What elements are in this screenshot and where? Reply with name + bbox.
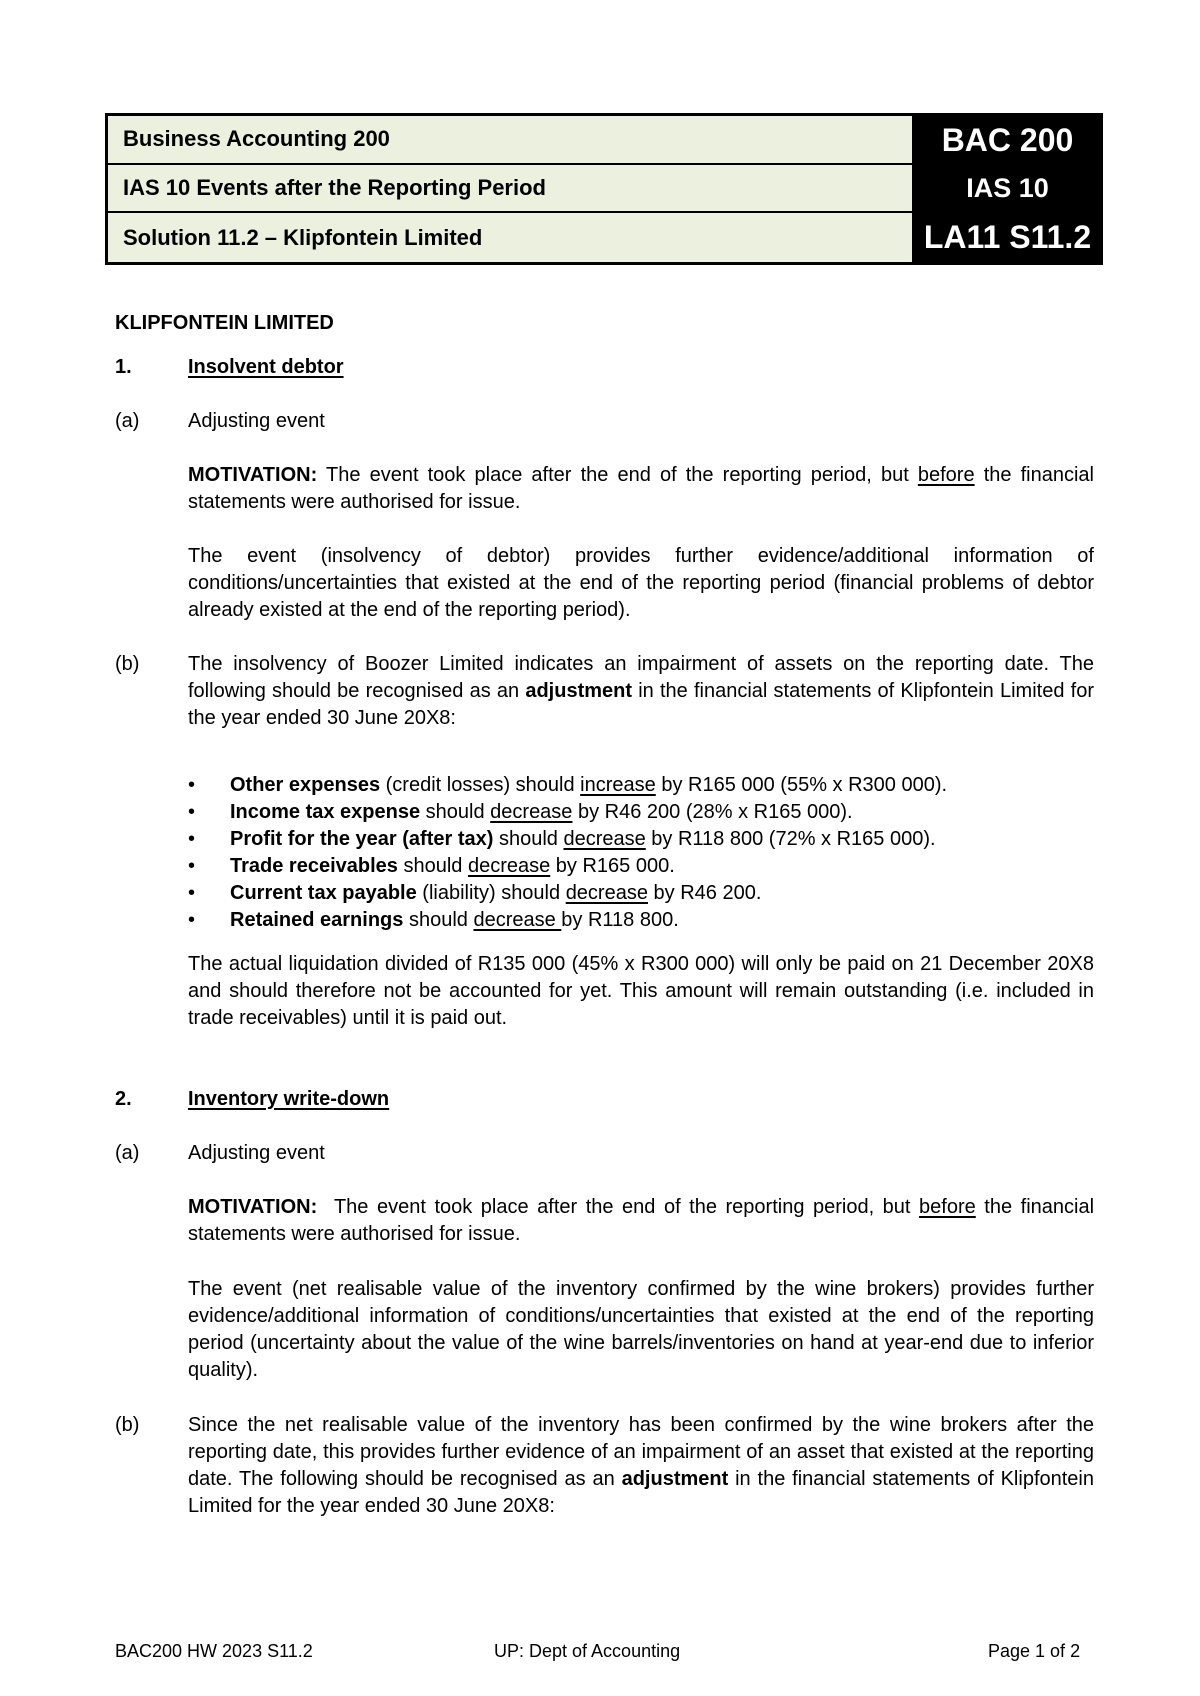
section-2-a-text: Adjusting event bbox=[188, 1142, 325, 1164]
section-1-motivation bbox=[188, 462, 1094, 516]
bullet-underline: decrease bbox=[467, 855, 551, 877]
b-text: Since the net realisable value of the inventory has been confirmed by the wine brokers after the reporting date, this provides further evidence of an impairment of an asset that existed at the reporting date. The following should be recognised as an bbox=[188, 1414, 1094, 1490]
bullet-underline: decrease bbox=[490, 801, 573, 823]
company-heading: KLIPFONTEIN LIMITED bbox=[115, 312, 334, 334]
list-item bbox=[230, 880, 1100, 907]
b-bold: adjustment bbox=[621, 1468, 729, 1490]
bullet-icon: • bbox=[188, 882, 196, 904]
section-1-number: 1. bbox=[115, 356, 132, 378]
bullet-text-end: by R165 000. bbox=[550, 855, 675, 877]
section-2-a-label: (a) bbox=[115, 1142, 140, 1164]
bullet-bold: Trade receivables bbox=[230, 855, 398, 877]
b-bold: adjustment bbox=[525, 680, 633, 702]
bullet-text-end: by R46 200 (28% x R165 000). bbox=[572, 801, 853, 823]
section-1-a-text: Adjusting event bbox=[188, 410, 325, 432]
footer-center: UP: Dept of Accounting bbox=[494, 1641, 681, 1661]
footer-left: BAC200 HW 2023 S11.2 bbox=[115, 1641, 313, 1661]
topic-title: IAS 10 Events after the Reporting Period bbox=[108, 165, 915, 214]
motivation-label: MOTIVATION: bbox=[188, 464, 318, 486]
section-1-a-label: (a) bbox=[115, 410, 140, 432]
course-code: BAC 200 bbox=[915, 116, 1100, 165]
header-table bbox=[105, 113, 1103, 265]
bullet-text-end: by R118 800 (72% x R165 000). bbox=[645, 828, 936, 850]
bullet-bold: Retained earnings bbox=[230, 909, 404, 931]
bullet-underline: decrease bbox=[565, 882, 648, 904]
bullet-text: (credit losses) should bbox=[380, 774, 581, 796]
section-1-title: Insolvent debtor bbox=[188, 356, 344, 378]
list-item bbox=[230, 907, 1100, 934]
bullet-bold: Current tax payable bbox=[230, 882, 417, 904]
section-2-title: Inventory write-down bbox=[188, 1088, 390, 1110]
motivation-text-end: the financial statements were authorised for issue. bbox=[188, 1196, 1095, 1245]
bullet-text-end: by R118 800. bbox=[561, 909, 679, 931]
solution-title: Solution 11.2 – Klipfontein Limited bbox=[108, 213, 915, 262]
list-item bbox=[230, 772, 1100, 799]
bullet-bold: Other expenses bbox=[230, 774, 381, 796]
bullet-text-end: by R46 200. bbox=[647, 882, 762, 904]
motivation-underline: before bbox=[917, 464, 975, 486]
motivation-text: The event took place after the end of the reporting period, but bbox=[317, 1196, 920, 1218]
motivation-label: MOTIVATION: bbox=[188, 1196, 318, 1218]
b-text: The insolvency of Boozer Limited indicates an impairment of assets on the reporting date. The following should be recognised as an bbox=[188, 653, 1094, 702]
bullet-text: should bbox=[397, 855, 468, 877]
list-item bbox=[230, 799, 1100, 826]
list-item bbox=[230, 853, 1100, 880]
course-title: Business Accounting 200 bbox=[108, 116, 915, 165]
list-item bbox=[230, 826, 1100, 853]
solution-code: LA11 S11.2 bbox=[915, 213, 1100, 262]
section-2-number: 2. bbox=[115, 1088, 132, 1110]
bullet-icon: • bbox=[188, 855, 196, 877]
bullet-bold: Profit for the year (after tax) bbox=[230, 828, 494, 850]
bullet-icon: • bbox=[188, 909, 196, 931]
section-2-b-text bbox=[188, 1412, 1094, 1520]
bullet-text: should bbox=[403, 909, 474, 931]
bullet-icon: • bbox=[188, 774, 196, 796]
motivation-underline: before bbox=[919, 1196, 976, 1218]
section-1-closing: The actual liquidation divided of R135 000 (45% x R300 000) will only be paid on 21 December 20X8 and should therefore not be accounted for yet. This amount will remain outstanding (i.e. included in trade receivables) until it is paid out. bbox=[188, 953, 1094, 1029]
section-1-b-text bbox=[188, 651, 1094, 732]
footer-page-number: Page 1 of 2 bbox=[988, 1641, 1081, 1661]
section-1-b-label: (b) bbox=[115, 653, 140, 675]
bullet-text: should bbox=[420, 801, 491, 823]
bullet-text: (liability) should bbox=[416, 882, 566, 904]
bullet-text-end: by R165 000 (55% x R300 000). bbox=[655, 774, 948, 796]
bullet-icon: • bbox=[188, 801, 196, 823]
section-1-paragraph: The event (insolvency of debtor) provides further evidence/additional information of conditions/uncertainties that existed at the end of the reporting period (financial problems of debtor already existed at the end of the reporting period). bbox=[188, 545, 1094, 621]
bullet-underline: decrease bbox=[563, 828, 646, 850]
topic-code: IAS 10 bbox=[915, 165, 1100, 214]
bullet-icon: • bbox=[188, 828, 196, 850]
bullet-underline: decrease bbox=[473, 909, 562, 931]
bullet-text: should bbox=[493, 828, 564, 850]
motivation-text: The event took place after the end of the reporting period, but bbox=[317, 464, 918, 486]
section-2-b-label: (b) bbox=[115, 1414, 140, 1436]
motivation-text-end: the financial statements were authorised for issue. bbox=[188, 464, 1094, 513]
section-2-motivation bbox=[188, 1194, 1094, 1248]
bullet-bold: Income tax expense bbox=[230, 801, 421, 823]
b-text-end: in the financial statements of Klipfontein Limited for the year ended 30 June 20X8: bbox=[188, 1468, 1094, 1517]
bullet-underline: increase bbox=[580, 774, 656, 796]
b-text-end: in the financial statements of Klipfontein Limited for the year ended 30 June 20X8: bbox=[188, 680, 1094, 729]
section-2-paragraph: The event (net realisable value of the inventory confirmed by the wine brokers) provides further evidence/additional information of conditions/uncertainties that existed at the end of the reporting period (uncertainty about the value of the wine barrels/inventories on hand at year-end due to inferior quality). bbox=[188, 1278, 1094, 1381]
